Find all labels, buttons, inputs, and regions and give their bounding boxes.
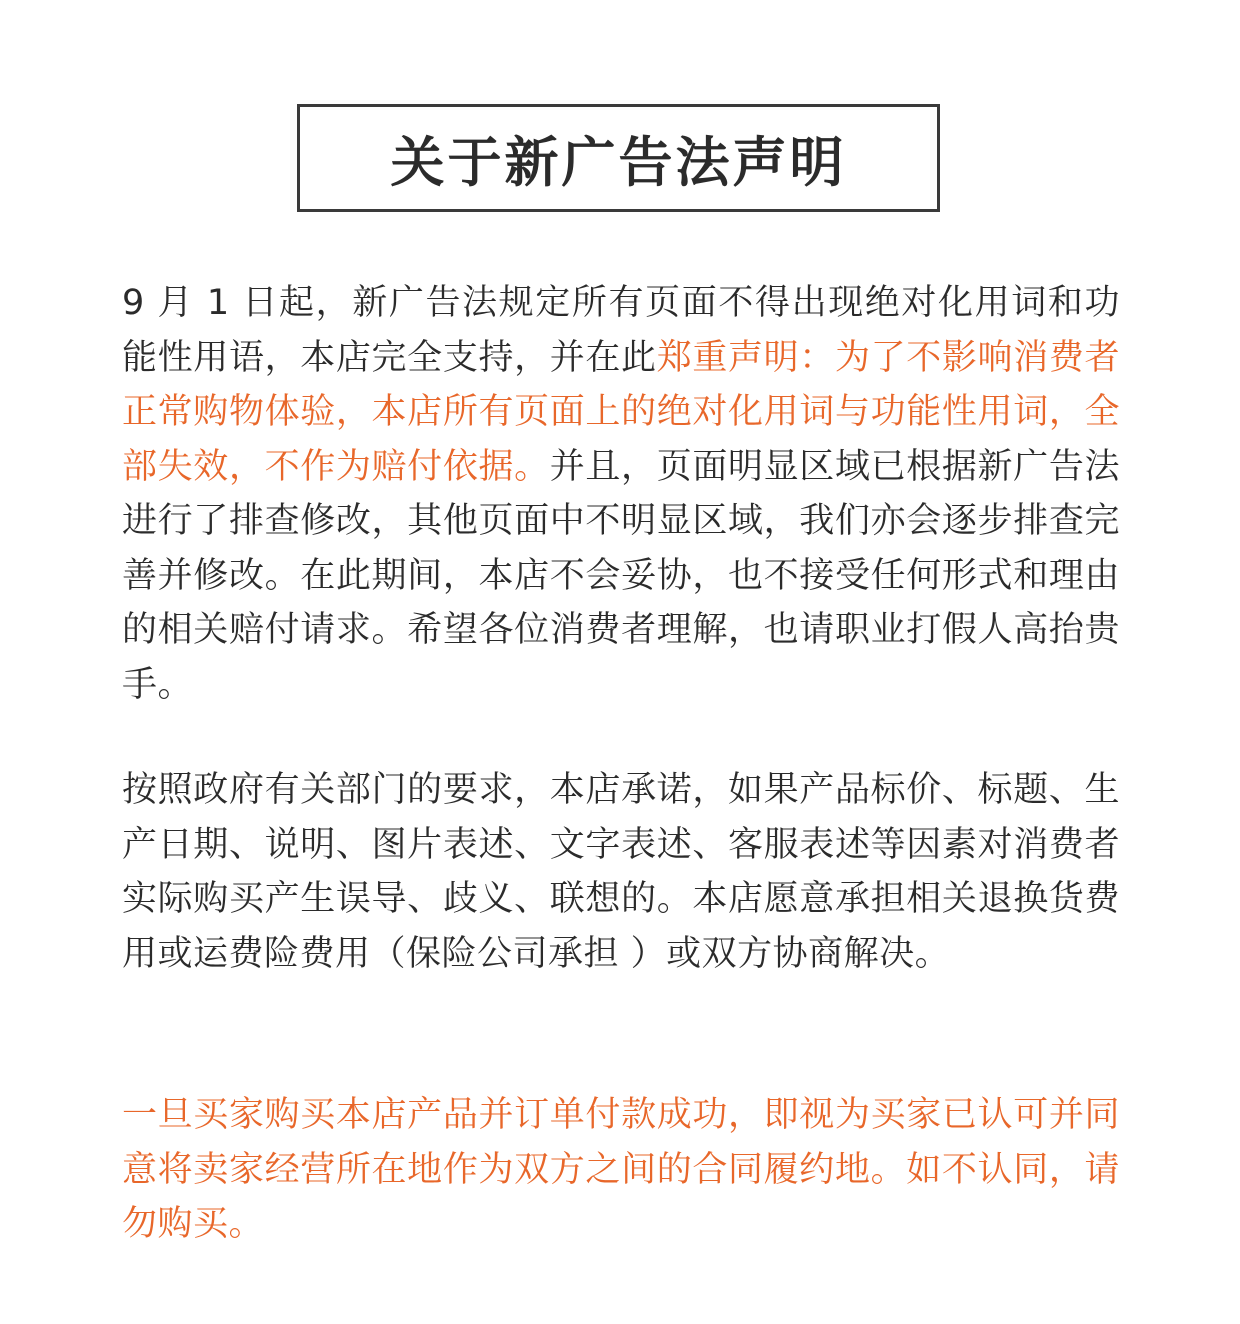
title-box xyxy=(297,104,940,212)
paragraph-notice xyxy=(122,276,1120,712)
paragraph-commitment xyxy=(122,763,1120,981)
paragraph-notice-highlight: 郑重声明：为了不影响消费者正常购物体验，本店所有页面上的绝对化用词与功能性用词，全部失效，不作为赔付依据。 xyxy=(122,337,1120,487)
paragraph-notice-text: 9 月 1 日起，新广告法规定所有页面不得出现绝对化用词和功能性用语，本店完全支持，并在此 xyxy=(122,283,1120,378)
paragraph-contract-text: 一旦买家购买本店产品并订单付款成功，即视为买家已认可并同意将卖家经营所在地作为双方之间的合同履约地。如不认同，请勿购买。 xyxy=(122,1095,1120,1244)
paragraph-contract xyxy=(122,1088,1120,1252)
paragraph-notice-text-continued: 并且，页面明显区域已根据新广告法进行了排查修改，其他页面中不明显区域，我们亦会逐步排查完善并修改。在此期间，本店不会妥协，也不接受任何形式和理由的相关赔付请求。希望各位消费者理解，也请职业打假人高抬贵手。 xyxy=(122,446,1120,705)
page-title: 关于新广告法声明 xyxy=(390,130,847,194)
paragraph-commitment-text: 按照政府有关部门的要求，本店承诺，如果产品标价、标题、生产日期、说明、图片表述、文字表述、客服表述等因素对消费者实际购买产生误导、歧义、联想的。本店愿意承担相关退换货费用或运费险费用（保险公司承担 ）或双方协商解决。 xyxy=(122,770,1120,974)
